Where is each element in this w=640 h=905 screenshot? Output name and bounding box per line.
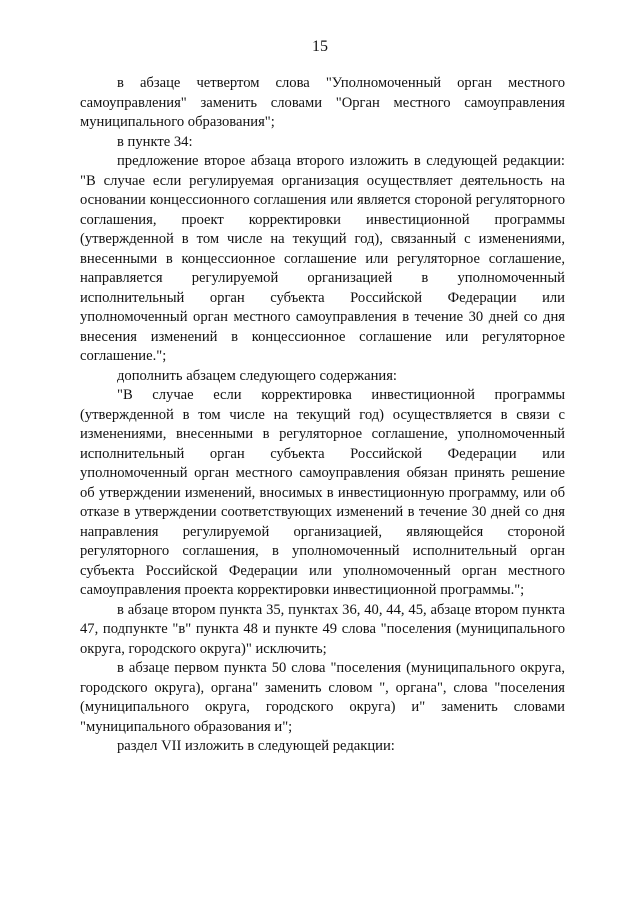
paragraph-3: предложение второе абзаца второго изложить в следующей редакции: "В случае если регулируемая организация осуществляет деятельность на основании концессионного соглашения или является стороной регуляторного соглашения, проект корректировки инвестиционной программы (утвержденной в том числе на текущий год), связанный с изменениями, внесенными в концессионное соглашение или регуляторное соглашение, направляется регулируемой организацией в уполномоченный исполнительный орган субъекта Российской Федерации или уполномоченный орган местного самоуправления в течение 30 дней со дня внесения изменений в концессионное соглашение или регуляторное соглашение."; <box>80 153 565 364</box>
paragraph-7: в абзаце первом пункта 50 слова "поселения (муниципального округа, городского округа), органа" заменить словом ", органа", слова "поселения (муниципального округа, городского округа) и" заменить словами "муниципального образования и"; <box>80 660 565 735</box>
paragraph-8: раздел VII изложить в следующей редакции: <box>117 738 395 754</box>
paragraph-5: "В случае если корректировка инвестиционной программы (утвержденной в том числе на текущий год) осуществляется в связи с изменениями, внесенными в регуляторное соглашение, уполномоченный исполнительный орган субъекта Российской Федерации или уполномоченный орган местного самоуправления обязан принять решение об утверждении изменений, вносимых в инвестиционную программу, или об отказе в утверждении соответствующих изменений в течение 30 дней со дня направления регулируемой организацией, являющейся стороной регуляторного соглашения, в уполномоченный исполнительный орган субъекта Российской Федерации или уполномоченный орган местного самоуправления проекта корректировки инвестиционной программы."; <box>80 387 565 598</box>
page-number: 15 <box>312 38 328 55</box>
paragraph-4: дополнить абзацем следующего содержания: <box>117 367 397 384</box>
paragraph-6: в абзаце втором пункта 35, пунктах 36, 40, 44, 45, абзаце втором пункта 47, подпункте "в" пункта 48 и пункте 49 слова "поселения (муниципального округа, городского округа)" исключить; <box>80 601 565 657</box>
paragraph-1: в абзаце четвертом слова "Уполномоченный орган местного самоуправления" заменить словами "Орган местного самоуправления муниципального образования"; <box>80 75 565 130</box>
paragraph-2: в пункте 34: <box>117 133 193 150</box>
document-body <box>80 74 565 757</box>
